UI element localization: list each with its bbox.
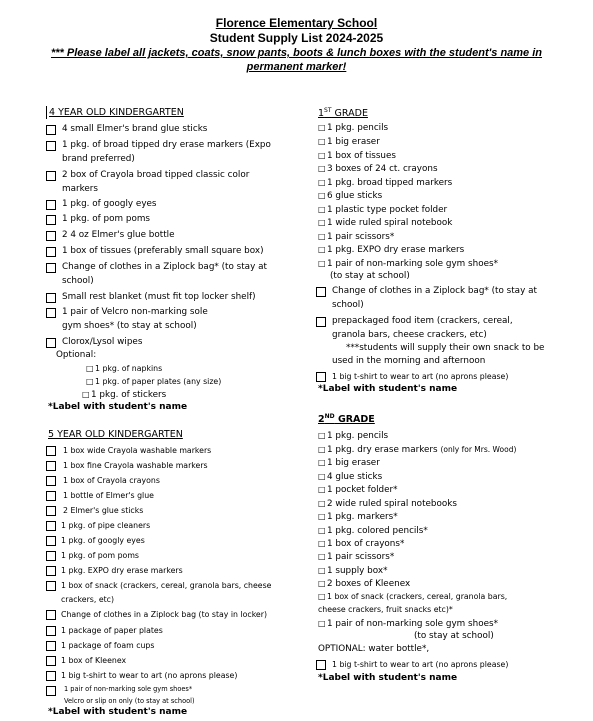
list-item: 2 4 oz Elmer's glue bottle (62, 230, 175, 240)
checkbox-icon[interactable] (46, 446, 56, 456)
list-item: 1 pkg. of googly eyes (62, 199, 157, 209)
list-item: □1 pair scissors* (318, 552, 395, 562)
list-item: □1 pair scissors* (318, 232, 395, 242)
checkbox-icon[interactable] (46, 200, 56, 210)
section-title-4k: 4 YEAR OLD KINDERGARTEN (49, 107, 184, 118)
bullet-icon: □ (318, 245, 326, 254)
list-item: Change of clothes in a Ziplock bag* (to stay at (62, 262, 267, 272)
bullet-icon: □ (318, 512, 326, 521)
bullet-icon: □ (318, 539, 326, 548)
list-item: 1 box of Crayola crayons (63, 476, 160, 485)
bullet-icon: □ (318, 619, 326, 628)
bullet-icon: □ (318, 579, 326, 588)
checkbox-icon[interactable] (46, 641, 56, 651)
bullet-icon: □ (318, 178, 326, 187)
list-item: OPTIONAL: water bottle*, (318, 644, 430, 654)
checkbox-icon[interactable] (46, 141, 56, 151)
checkbox-icon[interactable] (46, 263, 56, 273)
list-item: Change of clothes in a Ziplock bag* (to stay at (332, 286, 537, 296)
bullet-icon: □ (318, 566, 326, 575)
checkbox-icon[interactable] (46, 656, 56, 666)
list-item: 1 big t-shirt to wear to art (no aprons please) (61, 671, 238, 680)
checkbox-icon[interactable] (46, 536, 56, 546)
list-item: 1 box of tissues (preferably small square box) (62, 246, 264, 256)
bullet-icon: □ (318, 205, 326, 214)
list-item: □1 pair of non-marking sole gym shoes* (318, 259, 498, 269)
list-item: Change of clothes in a Ziplock bag (to stay in locker) (61, 610, 267, 619)
bullet-icon: □ (318, 232, 326, 241)
bullet-icon: □ (318, 137, 326, 146)
list-item: □1 pkg. EXPO dry erase markers (318, 245, 465, 255)
label-note-5k: *Label with student's name (48, 707, 188, 717)
list-item: 1 box fine Crayola washable markers (63, 461, 208, 470)
checkbox-icon[interactable] (46, 521, 56, 531)
bullet-icon: □ (318, 485, 326, 494)
list-item: 1 package of paper plates (61, 626, 163, 635)
checkbox-icon[interactable] (46, 125, 56, 135)
checkbox-icon[interactable] (46, 671, 56, 681)
list-item: granola bars, cheese crackers, etc) (332, 330, 487, 340)
list-item: 1 pkg. of googly eyes (61, 536, 145, 545)
list-item: 1 box wide Crayola washable markers (63, 446, 212, 455)
section-title-5k: 5 YEAR OLD KINDERGARTEN (48, 429, 183, 440)
list-item: school) (332, 300, 364, 310)
bullet-icon: □ (318, 431, 326, 440)
list-item: 1 package of foam cups (61, 641, 155, 650)
list-item: crackers, etc) (61, 595, 114, 604)
bullet-icon: □ (318, 552, 326, 561)
label-notice: *** Please label all jackets, coats, snow pants, boots & lunch boxes with the student's name in permanent marker! (50, 47, 543, 73)
bullet-icon: □ (318, 164, 326, 173)
list-item: 1 pkg. of pom poms (61, 551, 139, 560)
checkbox-icon[interactable] (46, 491, 56, 501)
bullet-icon: □ (318, 458, 326, 467)
list-item: □4 glue sticks (318, 472, 383, 482)
checkbox-icon[interactable] (316, 660, 326, 670)
bullet-icon: □ (82, 390, 90, 399)
list-item: 1 pkg. of pom poms (62, 214, 150, 224)
list-item: 1 pkg. of broad tipped dry erase markers (Expo (62, 140, 271, 150)
list-item: □2 wide ruled spiral notebooks (318, 499, 457, 509)
list-item: □1 box of tissues (318, 151, 396, 161)
list-item: □1 wide ruled spiral notebook (318, 218, 453, 228)
bullet-icon: □ (86, 377, 94, 386)
bullet-icon: □ (318, 499, 326, 508)
list-item: prepackaged food item (crackers, cereal, (332, 316, 513, 326)
checkbox-icon[interactable] (46, 171, 56, 181)
list-item: (to stay at school) (414, 631, 494, 641)
list-item: school) (62, 276, 94, 286)
school-name: Florence Elementary School (215, 16, 378, 30)
label-note-4k: *Label with student's name (48, 402, 188, 412)
list-item: markers (62, 184, 98, 194)
list-item: 1 pair of Velcro non-marking sole (62, 307, 208, 317)
list-item: 1 pkg. EXPO dry erase markers (61, 566, 183, 575)
list-item: □1 supply box* (318, 566, 388, 576)
list-item: 2 box of Crayola broad tipped classic color (62, 170, 250, 180)
bullet-icon: □ (318, 218, 326, 227)
checkbox-icon[interactable] (316, 317, 326, 327)
bullet-icon: □ (318, 123, 326, 132)
list-item: Velcro or slip on only (to stay at school) (64, 697, 195, 705)
bullet-icon: □ (318, 445, 326, 454)
list-item: Small rest blanket (must fit top locker shelf) (62, 292, 256, 302)
text-cursor (46, 106, 47, 119)
list-item: □1 pkg. broad tipped markers (318, 178, 453, 188)
checkbox-icon[interactable] (46, 506, 56, 516)
checkbox-icon[interactable] (46, 610, 56, 620)
checkbox-icon[interactable] (46, 293, 56, 303)
checkbox-icon[interactable] (316, 372, 326, 382)
list-item: (to stay at school) (330, 271, 410, 281)
checkbox-icon[interactable] (316, 287, 326, 297)
optional-label: Optional: (56, 350, 97, 360)
list-item: □3 boxes of 24 ct. crayons (318, 164, 438, 174)
list-item: cheese crackers, fruit snacks etc)* (318, 605, 453, 614)
checkbox-icon[interactable] (46, 231, 56, 241)
section-title-1st-grade: 1ST GRADE (318, 107, 368, 120)
list-item: □1 big eraser (318, 458, 380, 468)
list-item: □1 pkg. of paper plates (any size) (86, 377, 222, 386)
bullet-icon: □ (318, 151, 326, 160)
list-item: □1 pkg. of stickers (82, 390, 167, 400)
checkbox-icon[interactable] (46, 626, 56, 636)
list-item: □1 box of snack (crackers, cereal, granola bars, (318, 592, 508, 601)
checkbox-icon[interactable] (46, 215, 56, 225)
list-item: 2 Elmer's glue sticks (63, 506, 144, 515)
list-item: □1 big eraser (318, 137, 380, 147)
bullet-icon: □ (318, 259, 326, 268)
list-item: □1 pkg. colored pencils* (318, 526, 428, 536)
checkbox-icon[interactable] (46, 566, 56, 576)
list-item: 1 pair of non-marking sole gym shoes* (64, 685, 193, 693)
list-item: □1 pkg. pencils (318, 123, 389, 133)
list-item: 1 big t-shirt to wear to art (no aprons please) (332, 660, 509, 669)
bullet-icon: □ (318, 526, 326, 535)
list-item: □1 plastic type pocket folder (318, 205, 448, 215)
list-title: Student Supply List 2024-2025 (209, 31, 384, 45)
list-item: □1 pkg. of napkins (86, 364, 163, 373)
checkbox-icon[interactable] (46, 581, 56, 591)
bullet-icon: □ (318, 472, 326, 481)
list-item: ***students will supply their own snack to be (346, 343, 545, 353)
label-note-2nd: *Label with student's name (318, 673, 458, 683)
list-item: □1 pair of non-marking sole gym shoes* (318, 619, 498, 629)
section-title-2nd-grade: 2ND GRADE (318, 413, 375, 426)
document-header (0, 16, 593, 74)
list-item: □6 glue sticks (318, 191, 383, 201)
list-item: 1 box of snack (crackers, cereal, granola bars, cheese (61, 581, 272, 590)
list-item: 1 pkg. of pipe cleaners (61, 521, 151, 530)
list-item: □1 box of crayons* (318, 539, 405, 549)
list-item: □1 pkg. pencils (318, 431, 389, 441)
list-item: Clorox/Lysol wipes (62, 337, 143, 347)
bullet-icon: □ (86, 364, 94, 373)
list-item: □1 pocket folder* (318, 485, 398, 495)
list-item: 1 box of Kleenex (61, 656, 127, 665)
bullet-icon: □ (318, 592, 326, 601)
list-item: □2 boxes of Kleenex (318, 579, 411, 589)
checkbox-icon[interactable] (46, 551, 56, 561)
list-item: 1 big t-shirt to wear to art (no aprons please) (332, 372, 509, 381)
list-item: □1 pkg. dry erase markers (only for Mrs. Wood) (318, 445, 517, 455)
checkbox-icon[interactable] (46, 476, 56, 486)
list-item: brand preferred) (62, 154, 135, 164)
checkbox-icon[interactable] (46, 308, 56, 318)
list-item: 4 small Elmer's brand glue sticks (62, 124, 208, 134)
list-item: 1 bottle of Elmer's glue (63, 491, 154, 500)
list-item: gym shoes* (to stay at school) (62, 321, 197, 331)
label-note-1st: *Label with student's name (318, 384, 458, 394)
checkbox-icon[interactable] (46, 247, 56, 257)
checkbox-icon[interactable] (46, 461, 56, 471)
checkbox-icon[interactable] (46, 338, 56, 348)
bullet-icon: □ (318, 191, 326, 200)
list-item: used in the morning and afternoon (332, 356, 486, 366)
checkbox-icon[interactable] (46, 686, 56, 696)
list-item: □1 pkg. markers* (318, 512, 398, 522)
